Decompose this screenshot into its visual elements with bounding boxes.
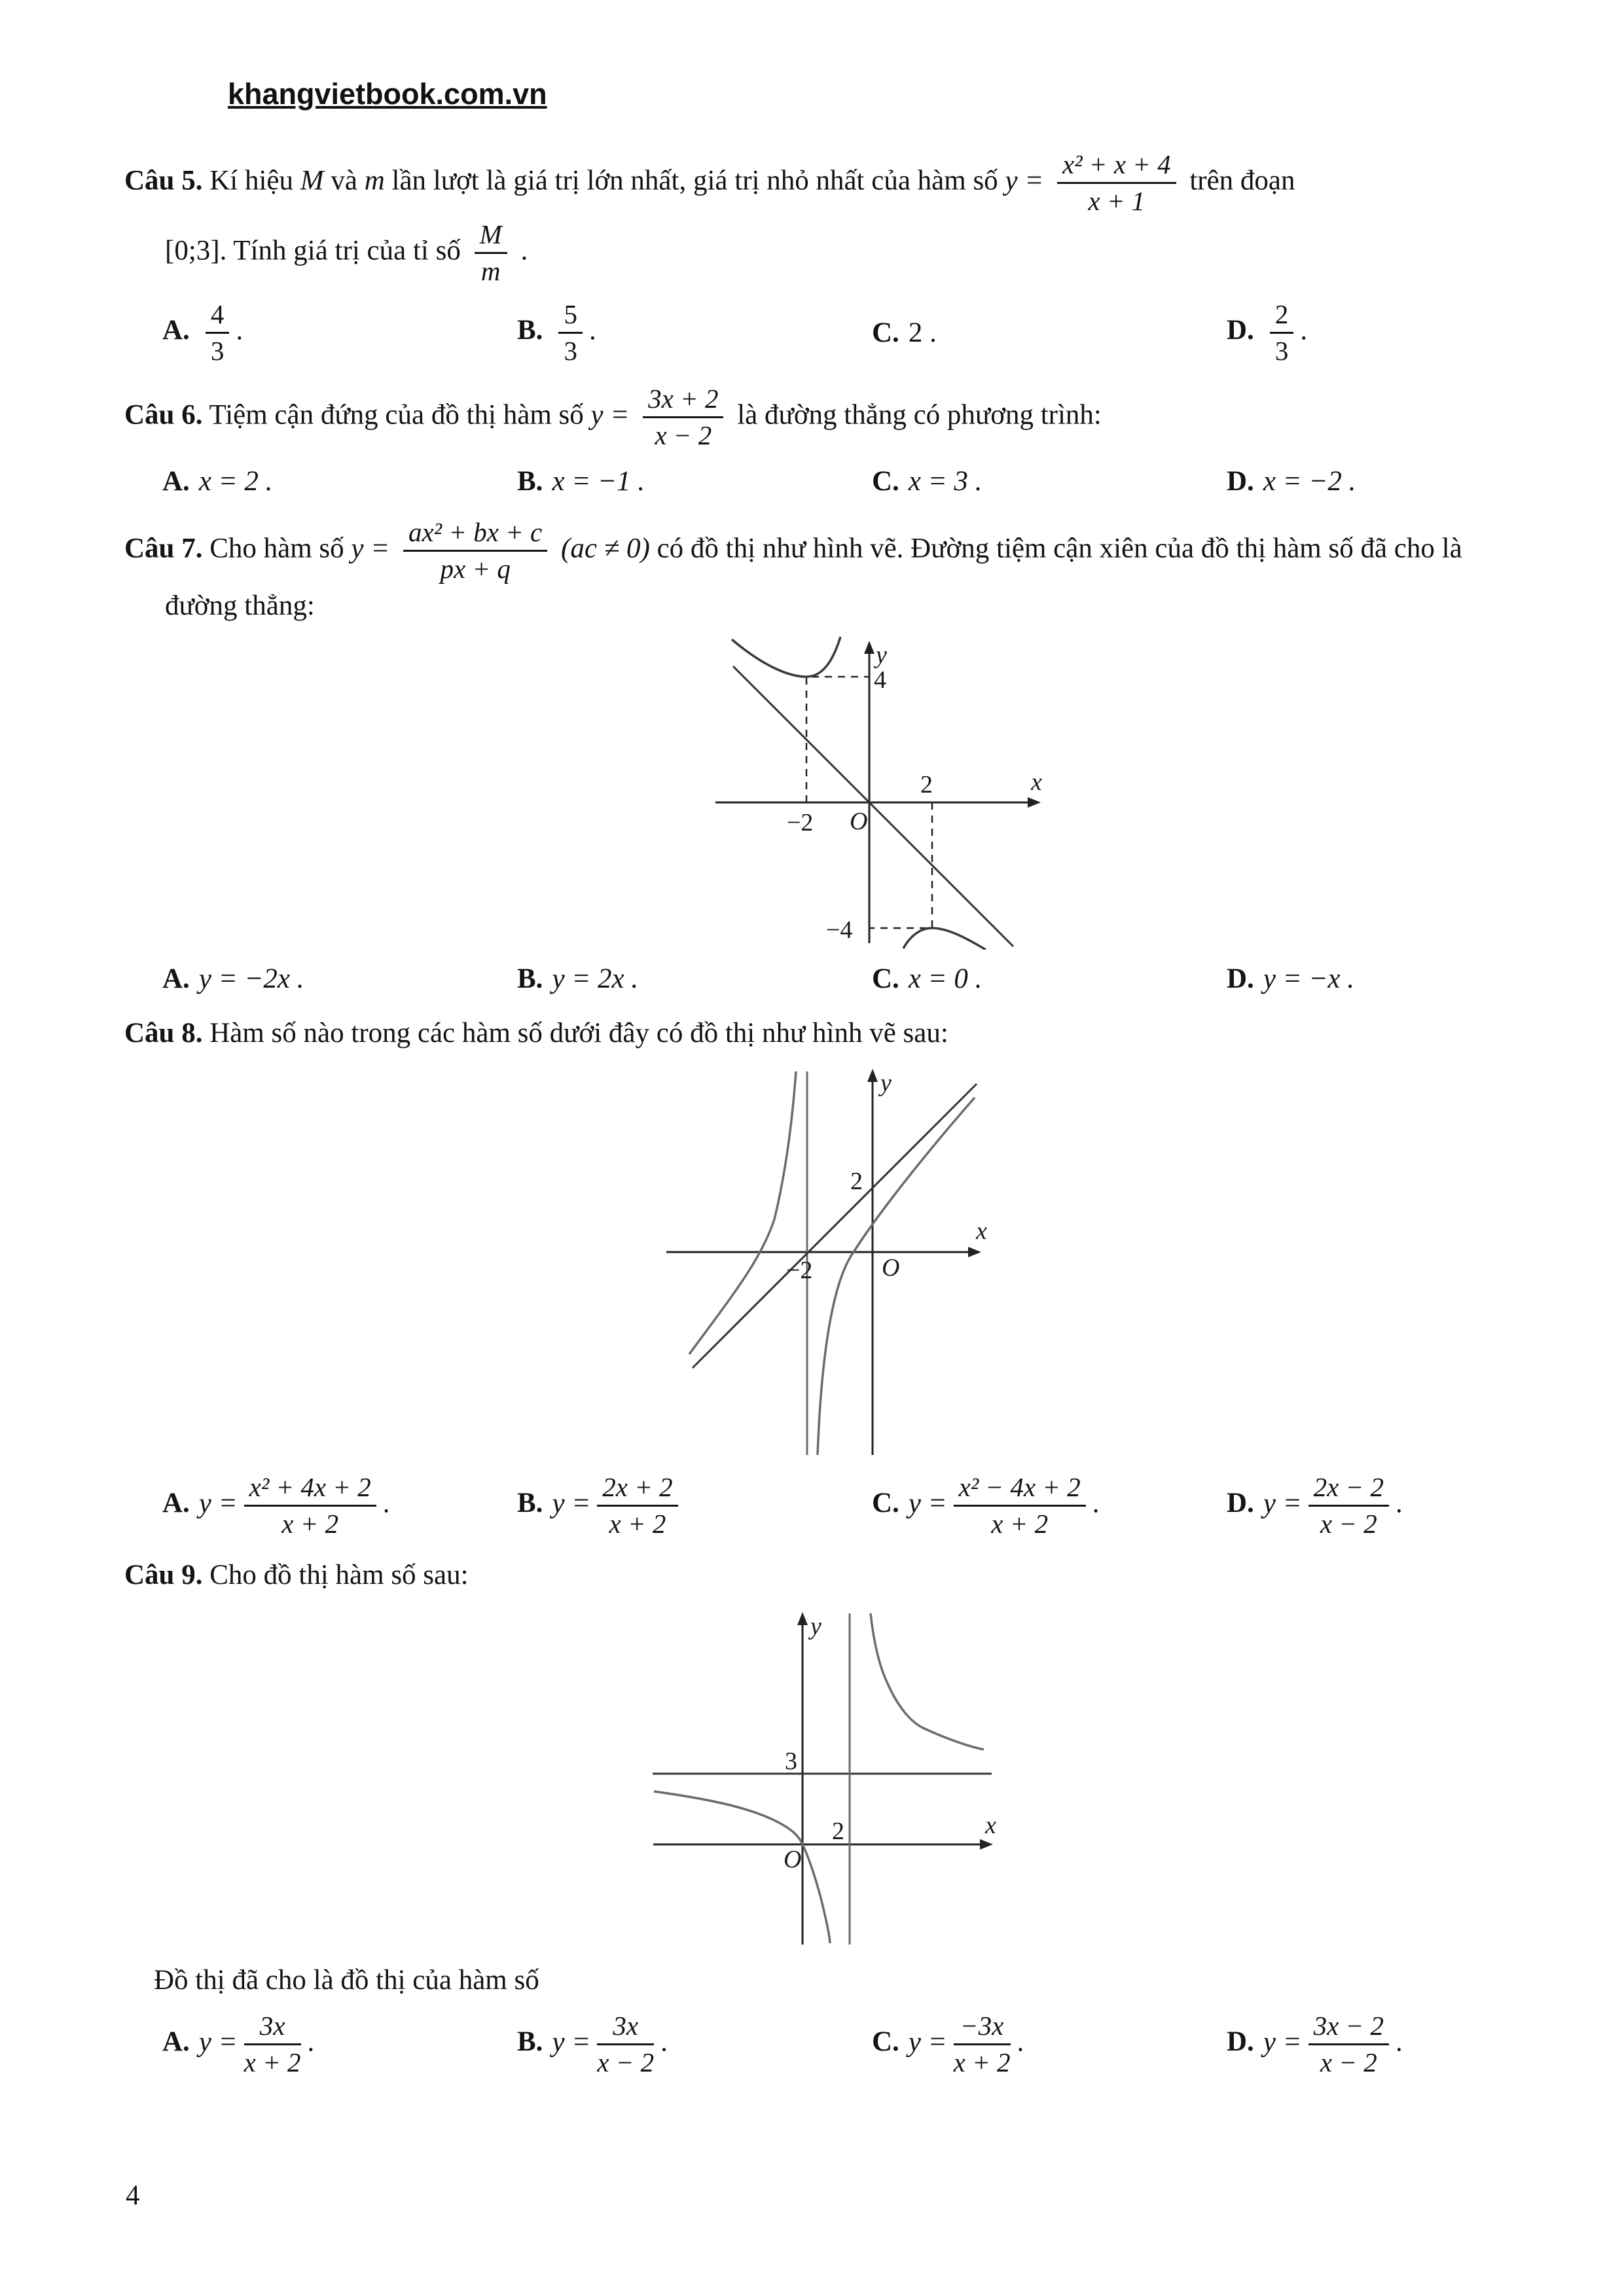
- fraction-denominator: x − 2: [1320, 1508, 1377, 1539]
- option-b: [517, 2009, 872, 2079]
- graph-q8: [657, 1062, 990, 1462]
- option-key: A.: [162, 2026, 190, 2058]
- fraction-denominator: 3: [210, 335, 225, 366]
- option-a: [162, 461, 517, 501]
- option-d: [1227, 959, 1503, 999]
- origin-label: O: [784, 1845, 802, 1873]
- question-8: [124, 1013, 1503, 1053]
- option-suffix: .: [1300, 315, 1308, 346]
- fraction-numerator: x² + 4x + 2: [244, 1472, 376, 1507]
- question-label: Câu 8.: [124, 1017, 203, 1049]
- fraction-denominator: px + q: [440, 554, 511, 584]
- option-suffix: .: [1396, 1488, 1403, 1519]
- tick-label-2: 2: [832, 1817, 844, 1845]
- y-axis-label: y: [876, 641, 887, 669]
- question-text: là đường thẳng có phương trình:: [737, 399, 1102, 431]
- fraction-numerator: 4: [206, 299, 230, 334]
- origin-label: O: [882, 1253, 900, 1282]
- fraction: [597, 1472, 677, 1539]
- fraction-denominator: x − 2: [655, 420, 712, 450]
- options-row: [124, 1471, 1503, 1541]
- question-text: lần lượt là giá trị lớn nhất, giá trị nhỏ nhất của hàm số: [391, 165, 998, 196]
- option-pre: y =: [198, 2026, 238, 2058]
- fraction: [643, 384, 723, 451]
- fraction: [597, 2011, 654, 2078]
- math-var: M: [300, 165, 324, 196]
- option-key: C.: [872, 317, 899, 348]
- dashed-guide-upper: [806, 677, 869, 802]
- fraction: [1057, 149, 1176, 217]
- option-key: D.: [1227, 1488, 1254, 1519]
- site-header: khangvietbook.com.vn: [228, 77, 547, 111]
- option-suffix: .: [1092, 1488, 1100, 1519]
- y-axis-label: y: [880, 1069, 892, 1097]
- option-a: [162, 959, 517, 999]
- question-text: trên đoạn: [1189, 165, 1295, 196]
- option-key: A.: [162, 963, 190, 994]
- x-axis-arrow: [968, 1247, 981, 1257]
- option-key: A.: [162, 466, 190, 497]
- option-key: D.: [1227, 963, 1254, 994]
- figure-q8: [134, 1062, 1513, 1462]
- tick-label-4: 4: [874, 666, 886, 694]
- tick-label-neg4: −4: [826, 916, 853, 944]
- x-axis-label: x: [985, 1811, 996, 1839]
- question-text: [0;3]. Tính giá trị của tỉ số: [165, 235, 461, 266]
- option-text: y = −2x .: [198, 963, 304, 994]
- fraction-numerator: 3x: [597, 2011, 654, 2045]
- option-b: [517, 298, 872, 368]
- fraction-denominator: m: [480, 256, 501, 287]
- fraction-denominator: x + 2: [991, 1508, 1049, 1539]
- fraction-denominator: x + 2: [609, 1508, 666, 1539]
- option-c: [872, 2009, 1227, 2079]
- x-axis-arrow: [980, 1839, 993, 1850]
- option-text: y = −x .: [1263, 963, 1355, 994]
- fraction: [558, 299, 583, 367]
- fraction-numerator: 3x: [244, 2011, 301, 2045]
- question-text: Cho hàm số: [209, 533, 344, 564]
- question-9-statement: [124, 1960, 1503, 2000]
- fraction-denominator: x − 2: [1320, 2047, 1377, 2078]
- fraction: [1308, 2011, 1389, 2078]
- option-pre: y =: [198, 1488, 238, 1519]
- curve-left-branch: [689, 1071, 796, 1354]
- math-expr: y =: [1005, 165, 1044, 196]
- option-text: x = 3 .: [908, 466, 983, 497]
- fraction-numerator: 2x − 2: [1308, 1472, 1389, 1507]
- fraction: [1270, 299, 1294, 367]
- fraction-denominator: 3: [564, 335, 577, 366]
- option-a: [162, 2009, 517, 2079]
- dashed-guide-lower: [869, 802, 932, 928]
- question-text: Kí hiệu: [209, 165, 294, 196]
- fraction-denominator: x − 2: [597, 2047, 655, 2078]
- figure-q9: [134, 1604, 1513, 1951]
- option-c: [872, 959, 1227, 999]
- option-key: C.: [872, 2026, 899, 2058]
- option-suffix: .: [1396, 2026, 1403, 2058]
- fraction-numerator: ax² + bx + c: [403, 517, 547, 552]
- fraction: [954, 2011, 1011, 2078]
- x-axis-label: x: [1031, 768, 1042, 796]
- math-expr: y =: [590, 399, 630, 431]
- option-text: x = 0 .: [908, 963, 983, 994]
- option-suffix: .: [660, 2026, 668, 2058]
- option-pre: y =: [908, 1488, 947, 1519]
- math-var: m: [364, 165, 385, 196]
- option-pre: y =: [908, 2026, 947, 2058]
- slant-asymptote-line: [733, 666, 1013, 946]
- fraction-denominator: x + 2: [281, 1508, 339, 1539]
- option-key: B.: [517, 963, 543, 994]
- fraction-numerator: x² − 4x + 2: [954, 1472, 1086, 1507]
- option-key: D.: [1227, 466, 1254, 497]
- tick-label-neg2: −2: [787, 808, 814, 836]
- option-suffix: .: [236, 315, 244, 346]
- fraction-numerator: 2: [1270, 299, 1294, 334]
- option-d: [1227, 298, 1503, 368]
- option-suffix: .: [307, 2026, 315, 2058]
- options-row: [124, 461, 1503, 501]
- option-text: x = −2 .: [1263, 466, 1356, 497]
- curve-upper-branch: [732, 637, 840, 677]
- question-text: có đồ thị như hình vẽ. Đường tiệm cận xiên của đồ thị hàm số đã cho là đường thẳng:: [165, 533, 1462, 622]
- y-axis-label: y: [810, 1612, 821, 1640]
- option-a: [162, 298, 517, 368]
- y-axis-arrow: [867, 1069, 878, 1082]
- option-key: B.: [517, 466, 543, 497]
- option-c: [872, 461, 1227, 501]
- option-key: D.: [1227, 2026, 1254, 2058]
- fraction: [206, 299, 230, 367]
- question-label: Câu 9.: [124, 1559, 203, 1590]
- fraction: [954, 1472, 1086, 1539]
- options-row: [124, 298, 1503, 368]
- origin-label: O: [850, 807, 868, 835]
- option-d: [1227, 1471, 1503, 1541]
- fraction: [244, 1472, 376, 1539]
- option-key: B.: [517, 1488, 543, 1519]
- option-key: B.: [517, 315, 543, 346]
- question-text: và: [331, 165, 357, 196]
- fraction-denominator: x + 1: [1088, 186, 1146, 217]
- fraction: [475, 219, 507, 287]
- options-row: [124, 2009, 1503, 2079]
- question-text: Hàm số nào trong các hàm số dưới đây có đồ thị như hình vẽ sau:: [209, 1017, 948, 1049]
- tick-label-2: 2: [850, 1167, 863, 1195]
- option-key: C.: [872, 466, 899, 497]
- x-axis-arrow: [1028, 797, 1041, 808]
- y-axis-arrow: [864, 641, 875, 654]
- option-pre: y =: [552, 1488, 591, 1519]
- question-text: Cho đồ thị hàm số sau:: [209, 1559, 469, 1590]
- option-text: 2 .: [908, 317, 937, 348]
- option-c: [872, 1471, 1227, 1541]
- y-axis-arrow: [797, 1612, 808, 1625]
- fraction-numerator: 3x − 2: [1308, 2011, 1389, 2045]
- question-6: [124, 382, 1503, 452]
- fraction: [1308, 1472, 1389, 1539]
- tick-label-3: 3: [785, 1747, 797, 1775]
- fraction-numerator: 2x + 2: [597, 1472, 677, 1507]
- question-label: Câu 5.: [124, 165, 203, 196]
- graph-q9: [643, 1604, 1003, 1951]
- option-key: A.: [162, 1488, 190, 1519]
- curve-left-branch: [654, 1791, 830, 1943]
- option-b: [517, 1471, 872, 1541]
- option-suffix: .: [588, 315, 596, 346]
- math-expr: y =: [351, 533, 390, 564]
- option-pre: y =: [552, 2026, 591, 2058]
- graph-q7: [706, 636, 1046, 950]
- figure-q7: [187, 636, 1565, 950]
- option-suffix: .: [1017, 2026, 1024, 2058]
- option-key: C.: [872, 1488, 899, 1519]
- option-pre: y =: [1263, 2026, 1302, 2058]
- option-d: [1227, 461, 1503, 501]
- option-c: [872, 313, 1227, 353]
- option-key: A.: [162, 315, 190, 346]
- question-label: Câu 6.: [124, 399, 203, 431]
- x-axis-label: x: [976, 1217, 987, 1245]
- fraction-numerator: 3x + 2: [643, 384, 723, 418]
- option-suffix: .: [382, 1488, 390, 1519]
- fraction-denominator: x + 2: [953, 2047, 1011, 2078]
- fraction-numerator: −3x: [954, 2011, 1011, 2045]
- question-text: .: [520, 235, 528, 266]
- option-key: D.: [1227, 315, 1254, 346]
- fraction-numerator: 5: [558, 299, 583, 334]
- fraction: [403, 517, 547, 584]
- page-number: 4: [126, 2180, 140, 2211]
- curve-lower-branch: [903, 928, 986, 950]
- option-text: x = −1 .: [552, 466, 645, 497]
- option-a: [162, 1471, 517, 1541]
- fraction-numerator: M: [475, 219, 507, 254]
- option-b: [517, 959, 872, 999]
- question-5: [124, 148, 1503, 289]
- curve-right-branch: [871, 1613, 984, 1749]
- tick-label-neg2: −2: [786, 1256, 813, 1284]
- option-b: [517, 461, 872, 501]
- fraction: [244, 2011, 301, 2078]
- question-9: [124, 1555, 1503, 1595]
- slant-asymptote-line: [693, 1084, 977, 1368]
- tick-label-2: 2: [920, 770, 933, 798]
- options-row: [124, 959, 1503, 999]
- fraction-denominator: x + 2: [244, 2047, 301, 2078]
- fraction-numerator: x² + x + 4: [1057, 149, 1176, 184]
- math-condition: (ac ≠ 0): [561, 533, 650, 564]
- option-d: [1227, 2009, 1503, 2079]
- option-pre: y =: [1263, 1488, 1302, 1519]
- option-key: C.: [872, 963, 899, 994]
- option-text: x = 2 .: [198, 466, 273, 497]
- question-text: Đồ thị đã cho là đồ thị của hàm số: [154, 1964, 539, 1996]
- question-label: Câu 7.: [124, 533, 203, 564]
- fraction-denominator: 3: [1274, 335, 1289, 366]
- question-7: [124, 516, 1503, 626]
- question-text: Tiệm cận đứng của đồ thị hàm số: [209, 399, 584, 431]
- option-text: y = 2x .: [552, 963, 639, 994]
- option-key: B.: [517, 2026, 543, 2058]
